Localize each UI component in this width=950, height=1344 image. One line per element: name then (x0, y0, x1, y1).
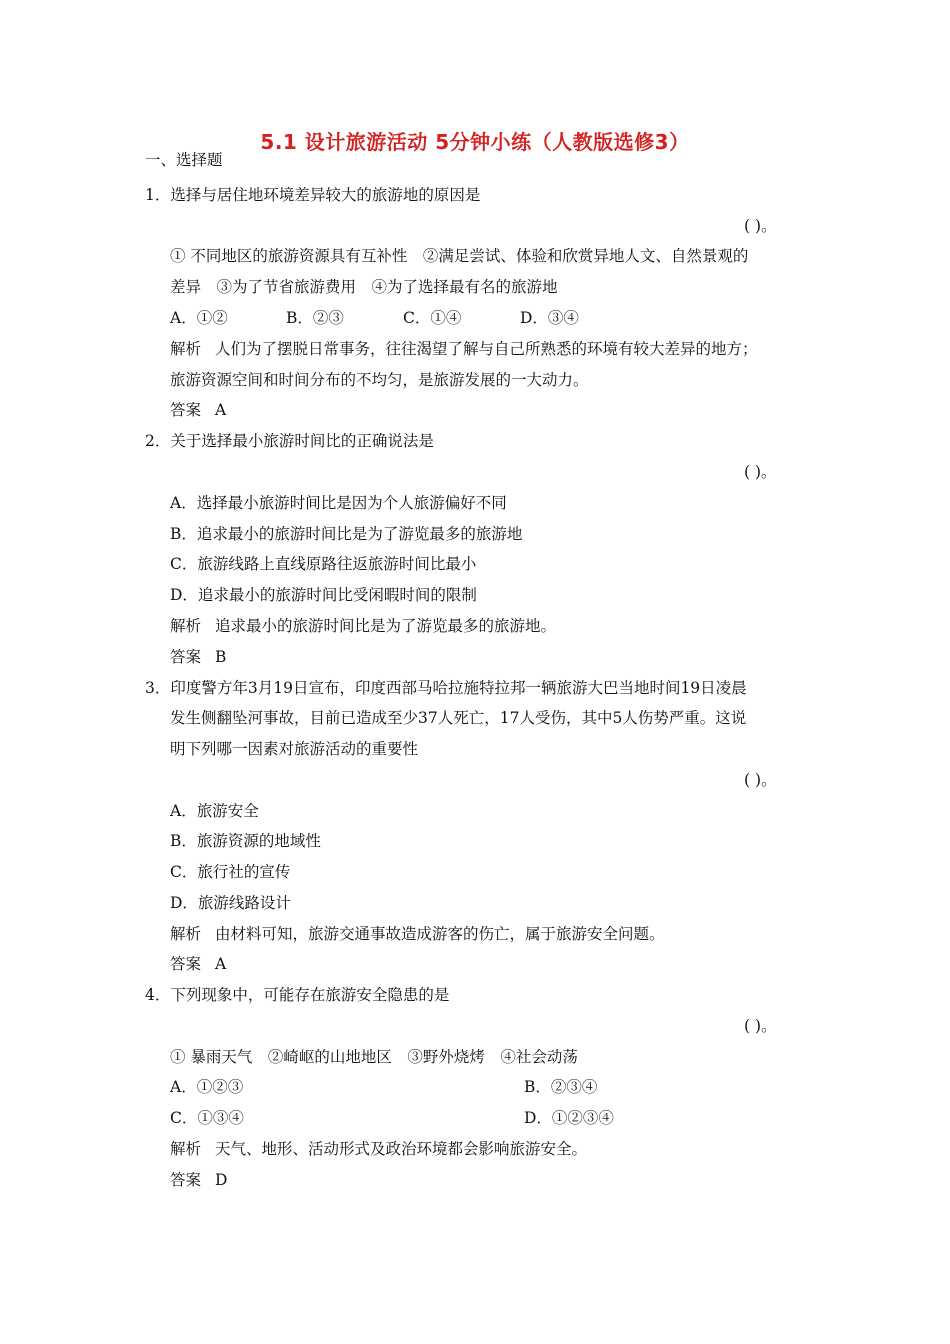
q4-answer-value: D (215, 1171, 228, 1189)
q2-answer (170, 650, 226, 666)
section-heading: 一、选择题 (145, 151, 223, 169)
q4-option-b: B．②③④ (524, 1078, 598, 1096)
q2-option-a: A．选择最小旅游时间比是因为个人旅游偏好不同 (170, 494, 507, 512)
q1-analysis-text1: 人们为了摆脱日常事务，往往渴望了解与自己所熟悉的环境有较大差异的地方； (215, 340, 758, 358)
q4-option-a: A．①②③ (170, 1078, 244, 1096)
q1-stem: 1．选择与居住地环境差异较大的旅游地的原因是 (145, 186, 481, 204)
q1-option-d: D．③④ (520, 309, 579, 327)
answer-label: 答案 (170, 401, 202, 419)
q1-analysis-line1 (170, 342, 758, 358)
q3-option-d: D．旅游线路设计 (170, 894, 291, 912)
q1-option-b: B．②③ (286, 309, 344, 327)
q3-answer-blank: ( )。 (744, 771, 777, 789)
q4-statements: ① 暴雨天气 ②崎岖的山地地区 ③野外烧烤 ④社会动荡 (170, 1048, 578, 1066)
q1-answer-blank: ( )。 (744, 217, 777, 235)
q1-statement-line2: 差异 ③为了节省旅游费用 ④为了选择最有名的旅游地 (170, 278, 558, 296)
q4-answer (170, 1173, 227, 1189)
answer-label: 答案 (170, 955, 202, 973)
answer-label: 答案 (170, 648, 202, 666)
q1-option-a: A．①② (170, 309, 228, 327)
q3-option-c: C．旅行社的宣传 (170, 863, 291, 881)
q2-analysis-text: 追求最小的旅游时间比是为了游览最多的旅游地。 (215, 617, 557, 635)
q3-analysis-text: 由材料可知，旅游交通事故造成游客的伤亡，属于旅游安全问题。 (215, 925, 665, 943)
q4-stem: 4．下列现象中，可能存在旅游安全隐患的是 (145, 986, 450, 1004)
q4-option-c: C．①③④ (170, 1109, 244, 1127)
q1-statement-line1: ① 不同地区的旅游资源具有互补性 ②满足尝试、体验和欣赏异地人文、自然景观的 (170, 247, 749, 265)
answer-label: 答案 (170, 1171, 202, 1189)
analysis-label: 解析 (170, 925, 202, 943)
q1-option-c: C．①④ (403, 309, 462, 327)
q2-option-d: D．追求最小的旅游时间比受闲暇时间的限制 (170, 586, 477, 604)
page-title: 5.1 设计旅游活动 5分钟小练（人教版选修3） (260, 130, 690, 154)
q2-stem: 2．关于选择最小旅游时间比的正确说法是 (145, 432, 434, 450)
q3-stem-line2: 发生侧翻坠河事故，目前已造成至少37人死亡，17人受伤，其中5人伤势严重。这说 (170, 709, 747, 727)
q2-analysis (170, 619, 556, 635)
q1-analysis-line2: 旅游资源空间和时间分布的不均匀，是旅游发展的一大动力。 (170, 371, 589, 389)
q2-option-c: C．旅游线路上直线原路往返旅游时间比最小 (170, 555, 477, 573)
q3-answer (170, 957, 226, 973)
q3-answer-value: A (215, 955, 227, 973)
q2-answer-blank: ( )。 (744, 463, 777, 481)
q3-analysis (170, 927, 665, 943)
q2-option-b: B．追求最小的旅游时间比是为了游览最多的旅游地 (170, 525, 523, 543)
q2-answer-value: B (215, 648, 227, 666)
q3-option-a: A．旅游安全 (170, 802, 259, 820)
q1-answer (170, 403, 226, 419)
analysis-label: 解析 (170, 1140, 202, 1158)
q4-analysis (170, 1142, 587, 1158)
q3-stem-line3: 明下列哪一因素对旅游活动的重要性 (170, 740, 419, 758)
analysis-label: 解析 (170, 617, 202, 635)
q4-analysis-text: 天气、地形、活动形式及政治环境都会影响旅游安全。 (215, 1140, 588, 1158)
q4-option-d: D．①②③④ (524, 1109, 614, 1127)
q4-answer-blank: ( )。 (744, 1017, 777, 1035)
q1-answer-value: A (215, 401, 227, 419)
analysis-label: 解析 (170, 340, 202, 358)
q3-stem-line1: 3．印度警方年3月19日宣布，印度西部马哈拉施特拉邦一辆旅游大巴当地时间19日凌晨 (145, 679, 747, 697)
q3-option-b: B．旅游资源的地域性 (170, 832, 321, 850)
